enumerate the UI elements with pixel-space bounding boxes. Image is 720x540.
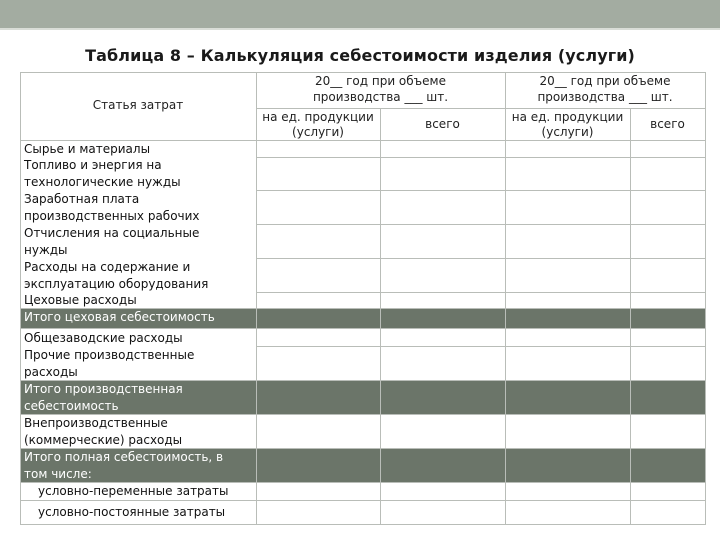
grid-hline <box>20 500 706 501</box>
grid-vline-g2-mid <box>630 108 631 524</box>
grid-hline <box>256 292 706 293</box>
row-label: Отчисления на социальные нужды <box>24 226 200 257</box>
header-group1-per-unit-2: (услуги) <box>292 125 344 139</box>
row-label: Топливо и энергия на технологические нужды <box>24 158 181 189</box>
grid-hline <box>256 157 706 158</box>
grid-hline-subheader <box>256 108 706 109</box>
row-label-total-full: Итого полная себестоимость, в том числе: <box>24 450 224 481</box>
row-label: Заработная плата производственных рабочих <box>24 192 200 223</box>
row-label-variable: условно-переменные затраты <box>38 484 229 498</box>
grid-hline <box>256 258 706 259</box>
grid-hline <box>256 346 706 347</box>
header-group1-caption-1: 20__ год при объеме <box>315 74 446 88</box>
grid-hline <box>256 190 706 191</box>
header-group2-caption-2: производства ___ шт. <box>537 90 673 104</box>
band-full-cost <box>256 448 705 482</box>
grid-hline-top <box>20 72 706 73</box>
row-label: Внепроизводственные (коммерческие) расходы <box>24 416 183 447</box>
header-group1-per-unit-1: на ед. продукции <box>262 110 374 124</box>
header-group2-per-unit-1: на ед. продукции <box>511 110 624 124</box>
row-label-fixed: условно-постоянные затраты <box>38 505 226 519</box>
row-label: Цеховые расходы <box>24 293 137 307</box>
header-article: Статья затрат <box>92 98 184 112</box>
header-group2-caption-1: 20__ год при объеме <box>539 74 671 88</box>
grid-hline <box>20 328 706 329</box>
header-group2-per-unit-2: (услуги) <box>541 125 594 139</box>
grid-hline-bottom <box>20 524 706 525</box>
row-label: Общезаводские расходы <box>24 331 183 345</box>
top-decor-bar <box>0 0 720 28</box>
row-label-total-shop: Итого цеховая себестоимость <box>24 310 215 324</box>
grid-hline <box>256 224 706 225</box>
band-shop-cost <box>256 308 705 328</box>
grid-vline-g1-mid <box>380 108 381 524</box>
row-label-total-production: Итого производственная себестоимость <box>24 382 183 413</box>
row-label: Сырье и материалы <box>24 142 151 156</box>
header-group2-total: всего <box>650 117 685 131</box>
table-title: Таблица 8 – Калькуляция себестоимости изделия (услуги) <box>85 46 635 65</box>
row-label: Расходы на содержание и эксплуатацию оборудования <box>24 260 209 291</box>
top-decor-line <box>0 28 720 30</box>
row-label: Прочие производственные расходы <box>24 348 195 379</box>
header-group1-total: всего <box>425 117 460 131</box>
header-group1-caption-2: производства ___ шт. <box>312 90 449 104</box>
